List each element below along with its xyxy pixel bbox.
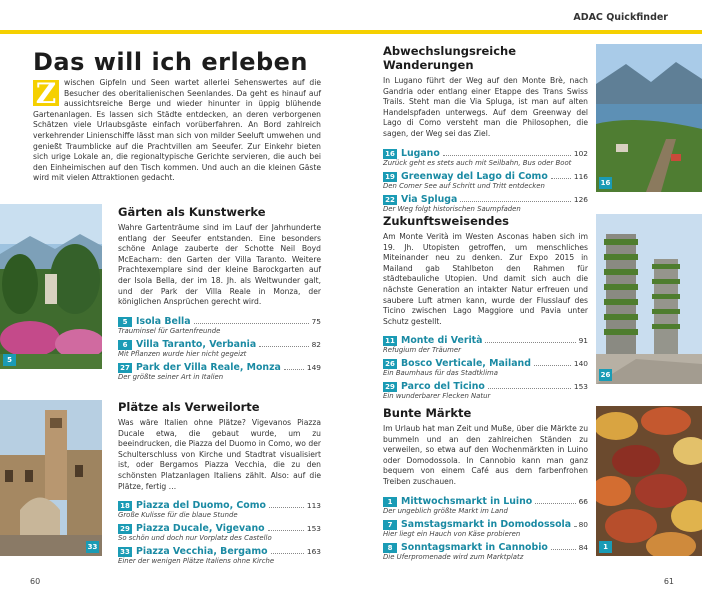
entry-page: 102 [573,148,588,158]
entry-page: 75 [311,316,321,326]
entry-page: 149 [306,362,321,372]
entry-number-badge: 33 [118,547,132,557]
leader-dots [485,342,575,343]
page-number-right: 61 [663,577,674,586]
intro-text-block [33,78,321,184]
entry-page: 91 [578,336,588,346]
section-text: In Lugano führt der Weg auf den Monte Brè, nach Gandria oder entlang einer Etappe des Trans Swiss Trails. Steht man die Via Spluga, ist man auf alten Handelspfaden unterwegs. Auf dem Greenway del Lago di Como versteht man die Philosophen, die sagen, der Weg sei das Ziel. [383,76,588,138]
section-wanderungen [383,44,588,217]
entry-page: 116 [573,171,588,181]
entry-page: 66 [578,496,588,506]
entry-name[interactable]: Park der Villa Reale, Monza [136,361,281,373]
leader-dots [443,155,571,156]
photo-badge: 1 [599,541,612,553]
entry-page: 163 [306,547,321,557]
section-title: Abwechslungsreiche Wanderungen [383,44,517,72]
garden-photo [0,204,102,369]
leader-dots [271,553,304,554]
entry-page: 82 [311,339,321,349]
entry-page: 84 [578,542,588,552]
entry-list [383,148,588,214]
entry-subtitle: Die Uferpromenade wird zum Marktplatz [383,552,524,561]
entry-name[interactable]: Villa Taranto, Verbania [136,338,257,350]
entry-name[interactable]: Piazza del Duomo, Como [136,500,266,512]
leader-dots [259,346,308,347]
entry-subtitle: Trauminsel für Gartenfreunde [118,326,221,335]
entry-page: 80 [578,519,588,529]
entry-list [383,496,588,562]
leader-dots [269,507,304,508]
leader-dots [551,549,576,550]
entry-subtitle: Hier liegt ein Hauch von Käse probieren [383,529,521,538]
entry-name[interactable]: Isola Bella [136,315,191,327]
entry-subtitle: Zurück geht es stets auch mit Seilbahn, Bus oder Boot [383,158,572,167]
top-rule [0,30,351,34]
leader-dots [460,201,571,202]
entry-item[interactable] [118,523,321,543]
section-title: Bunte Märkte [383,406,472,420]
entry-item[interactable] [118,500,321,520]
lake-photo [596,44,702,192]
page-number-left: 60 [30,577,41,586]
entry-item[interactable] [383,519,588,539]
entry-item[interactable] [383,381,588,401]
entry-subtitle: Den Comer See auf Schritt und Tritt entdecken [383,181,545,190]
right-page [351,0,702,600]
entry-subtitle: Der Weg folgt historischen Saumpfaden [383,204,521,213]
entry-item[interactable] [383,148,588,168]
entry-name[interactable]: Bosco Verticale, Mailand [401,358,531,370]
section-title: Gärten als Kunstwerke [118,205,266,219]
entry-name[interactable]: Mittwochsmarkt in Luino [401,495,533,507]
entry-name[interactable]: Piazza Ducale, Vigevano [136,523,265,535]
entry-number-badge: 5 [118,317,132,327]
entry-item[interactable] [118,339,321,359]
photo-badge: 33 [87,543,98,551]
entry-list [383,335,588,401]
entry-number-badge: 26 [383,359,397,369]
entry-item[interactable] [383,194,588,214]
entry-number-badge: 18 [118,501,132,511]
entry-name[interactable]: Piazza Vecchia, Bergamo [136,546,268,558]
top-rule [351,30,702,34]
leader-dots [534,365,571,366]
piazza-illustration [0,400,102,556]
entry-item[interactable] [383,171,588,191]
market-spices-illustration [596,406,702,556]
entry-item[interactable] [383,542,588,562]
section-plaetze [118,400,321,569]
entry-page: 140 [573,359,588,369]
market-photo [596,406,702,556]
entry-subtitle: Refugium der Träumer [383,346,461,355]
entry-name[interactable]: Sonntagsmarkt in Cannobio [401,541,548,553]
header-label: ADAC Quickfinder [573,12,668,23]
entry-list [118,316,321,382]
entry-number-badge: 29 [383,382,397,392]
intro-text: wischen Gipfeln und Seen wartet allerlei Sehenswertes auf die Besucher des oberitalienischen Seenlandes. Da geht es hinauf auf aussichtsreiche Berge und wieder hinunter in üppig blühende Gartenanlagen. Es lassen sich Städte entdecken, an deren verborgenen Schätzen viele Urlaubsgäste einfach vorüberfahren. An Bord zahlreich verkehrender Linienschiffe lässt man sich von milder Seeluft umwehen und genießt Traumblicke auf die Prachtvillen am Seeufer. Zur Einkehr bieten sich urige Lokale an, die regionaltypische Gerichte servieren, die auch bei den Einheimischen auf den Tisch kommen. Und auch an die kleinen Gäste wird mit vielen Attraktionen gedacht. [33,78,321,183]
piazza-photo [0,400,102,556]
entry-name[interactable]: Greenway del Lago di Como [401,170,548,182]
entry-subtitle: Der ungeblich größte Markt im Land [383,506,508,515]
vertical-forest-photo [596,214,702,384]
section-gaerten [118,205,321,385]
section-text: Was wäre Italien ohne Plätze? Vigevanos Piazza Ducale etwa, die gebaut wurde, um zu beeindrucken, die Piazza del Duomo in Como, wo der Schulterschluss von Kirche und Stadtrat visualisiert ist, oder Bergamos Piazza Vecchia, die zu den schönsten Platzanlagen Italiens zählt. Also: auf die Plätze, fertig … [118,418,321,491]
entry-subtitle: Ein wunderbarer Flecken Natur [383,392,491,401]
entry-subtitle: Ein Baumhaus für das Stadtklima [383,369,498,378]
entry-page: 153 [573,382,588,392]
entry-item[interactable] [118,316,321,336]
entry-item[interactable] [383,358,588,378]
entry-number-badge: 29 [118,524,132,534]
section-title: Plätze als Verweilorte [118,400,260,414]
leader-dots [194,323,309,324]
garden-illustration [0,204,102,369]
section-title: Zukunftsweisendes [383,214,509,228]
entry-subtitle: Mit Pflanzen wurde hier nicht gegeizt [118,349,247,358]
section-text: Wahre Gartenträume sind im Lauf der Jahrhunderte entlang der Seeufer entstanden. Eine besonders schöne Anlage zauberte der Schotte Neil Boyd McEacharn: den Garten der Villa Taranto. Weitere Prachtexemplare sind der kleine Barockgarten auf der Isola Bella, der im 18. Jh. als Weltwunder galt, und der Park der Villa Reale in Monza, der königlichen Ansprüchen gerecht wird. [118,223,321,307]
entry-item[interactable] [383,496,588,516]
entry-name[interactable]: Parco del Ticino [401,381,485,393]
entry-page: 126 [573,194,588,204]
entry-number-badge: 22 [383,195,397,205]
lake-illustration [596,44,702,192]
entry-item[interactable] [383,335,588,355]
entry-number-badge: 27 [118,363,132,373]
entry-name[interactable]: Lugano [401,147,440,159]
entry-name[interactable]: Monte di Verità [401,335,483,347]
entry-subtitle: Große Kulisse für die blaue Stunde [118,511,238,520]
entry-number-badge: 19 [383,172,397,182]
vertical-forest-illustration [596,214,702,384]
entry-subtitle: Einer der wenigen Plätze Italiens ohne Kirche [118,557,275,566]
entry-page: 153 [306,524,321,534]
leader-dots [268,530,304,531]
entry-name[interactable]: Samstagsmarkt in Domodossola [401,518,572,530]
photo-badge: 16 [600,179,611,187]
leader-dots [284,369,304,370]
entry-number-badge: 6 [118,340,132,350]
entry-subtitle: So schön und doch nur Vorplatz des Castello [118,534,272,543]
entry-item[interactable] [118,362,321,382]
leader-dots [551,178,571,179]
entry-page: 113 [306,501,321,511]
section-text: Im Urlaub hat man Zeit und Muße, über die Märkte zu bummeln und an den zahlreichen Ständen zu verweilen, so etwa auf den Wochenmärkten in Luino oder Domodossola. In Cannobio kann man ganz bequem von einem Café aus dem farbenfrohen Treiben zuschauen. [383,424,589,486]
entry-number-badge: 8 [383,543,397,553]
section-zukunft [383,214,588,404]
entry-number-badge: 11 [383,336,397,346]
entry-item[interactable] [118,546,321,566]
page-title: Das will ich erleben [33,48,309,76]
entry-number-badge: 1 [383,497,397,507]
entry-number-badge: 16 [383,149,397,159]
photo-badge: 26 [600,371,611,379]
entry-number-badge: 7 [383,520,397,530]
leader-dots [574,526,575,527]
leader-dots [535,503,575,504]
leader-dots [488,388,571,389]
entry-name[interactable]: Via Spluga [401,193,458,205]
entry-list [118,500,321,566]
entry-subtitle: Der größte seiner Art in Italien [118,372,224,381]
section-maerkte [383,406,588,565]
photo-badge: 5 [3,354,16,366]
dropcap: Z [33,80,59,106]
section-text: Am Monte Verità im Westen Asconas haben sich im 19. Jh. Utopisten getroffen, um menschliches Miteinander neu zu denken. Zur Expo 2015 in Mailand gab Stahlbeton den Rahmen für städtebauliche Utopien. Und damit sich auch die nächste Generation an intakter Natur erfreuen und saubere Luft atmen kann, wurde der Flusslauf des Ticino zwischen Lago Maggiore und Pavia unter Schutz gestellt. [383,232,588,326]
